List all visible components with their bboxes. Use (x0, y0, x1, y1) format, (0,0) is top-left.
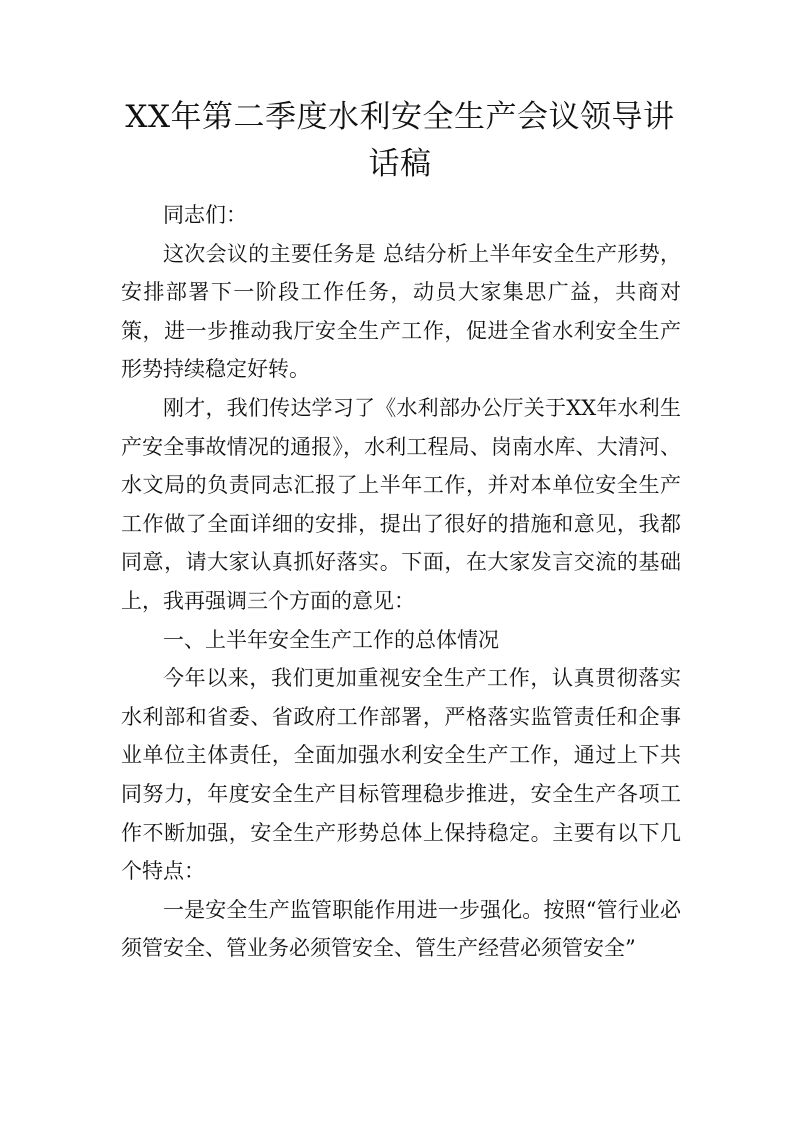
document-body (121, 196, 681, 968)
paragraph-overview: 今年以来，我们更加重视安全生产工作，认真贯彻落实水利部和省委、省政府工作部署，严格落实监管责任和企事业单位主体责任，全面加强水利安全生产工作，通过上下共同努力，年度安全生产目标管理稳步推进，安全生产各项工作不断加强，安全生产形势总体上保持稳定。主要有以下几个特点： (121, 666, 681, 884)
paragraph-report: 刚才，我们传达学习了《水利部办公厅关于XX年水利生产安全事故情况的通报》，水利工程局、岗南水库、大清河、水文局的负责同志汇报了上半年工作，并对本单位安全生产工作做了全面详细的安排，提出了很好的措施和意见，我都同意，请大家认真抓好落实。下面，在大家发言交流的基础上，我再强调三个方面的意见： (121, 395, 681, 613)
paragraph-point-one: 一是安全生产监管职能作用进一步强化。按照“管行业必须管安全、管业务必须管安全、管生产经营必须管安全” (121, 897, 681, 961)
document-title: XX年第二季度水利安全生产会议领导讲话稿 (125, 99, 675, 182)
section-heading: 一、上半年安全生产工作的总体情况 (163, 627, 499, 652)
paragraph-intro: 这次会议的主要任务是 总结分析上半年安全生产形势，安排部署下一阶段工作任务，动员大家集思广益，共商对策，进一步推动我厅安全生产工作，促进全省水利安全生产形势持续稳定好转。 (121, 241, 681, 382)
salutation: 同志们： (163, 203, 247, 227)
